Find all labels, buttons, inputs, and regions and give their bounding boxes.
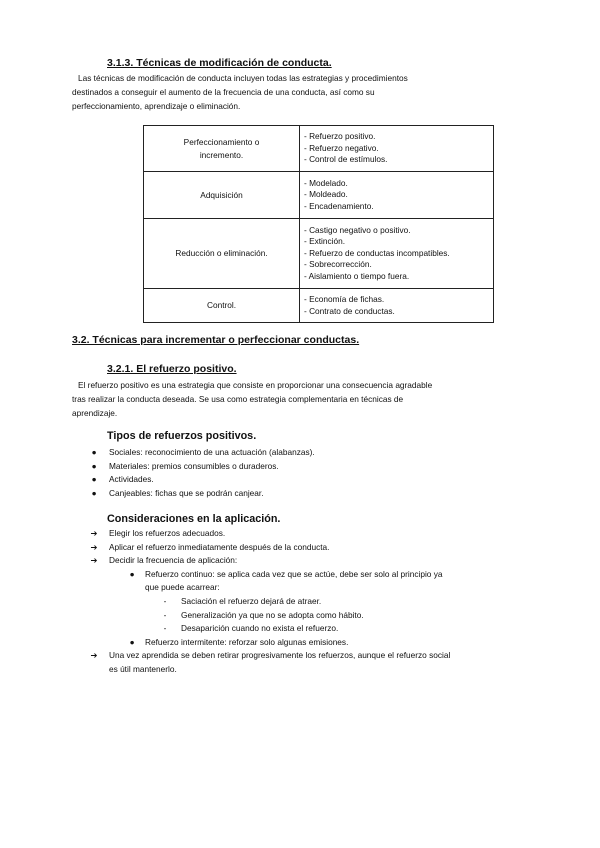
tipos-list bbox=[88, 446, 528, 500]
list-item: ➔ Una vez aprendida se deben retirar progresivamente los refuerzos, aunque el refuerzo social bbox=[88, 649, 538, 663]
intro-line: Las técnicas de modificación de conducta incluyen todas las estrategias y procedimientos bbox=[78, 73, 408, 83]
table-techniques-cell bbox=[300, 126, 494, 172]
technique-item: - Moldeado. bbox=[304, 189, 348, 200]
list-item: ● Sociales: reconocimiento de una actuación (alabanzas). bbox=[88, 446, 528, 460]
consideraciones-list bbox=[88, 527, 538, 677]
dash-icon: - bbox=[163, 609, 167, 620]
section-321-title: 3.2.1. El refuerzo positivo. bbox=[107, 363, 237, 375]
technique-item: - Contrato de conductas. bbox=[304, 305, 395, 316]
arrow-right-icon: ➔ bbox=[90, 555, 98, 566]
list-item: ➔ Decidir la frecuencia de aplicación: bbox=[88, 554, 538, 568]
refuerzo-paragraph bbox=[72, 378, 532, 421]
bullet-icon: ● bbox=[91, 447, 97, 457]
technique-item: - Modelado. bbox=[304, 177, 348, 188]
list-item-continuation: que puede acarrear: bbox=[145, 582, 220, 593]
list-item: ➔ Elegir los refuerzos adecuados. bbox=[88, 527, 538, 541]
bullet-icon: ● bbox=[129, 636, 135, 647]
list-item: ● Canjeables: fichas que se podrán canjear. bbox=[88, 487, 528, 501]
table-row bbox=[144, 219, 494, 289]
table-row bbox=[144, 126, 494, 172]
dash-icon: - bbox=[163, 623, 167, 634]
arrow-right-icon: ➔ bbox=[90, 528, 98, 538]
technique-item: - Refuerzo negativo. bbox=[304, 142, 379, 153]
section-32-title: 3.2. Técnicas para incrementar o perfeccionar conductas. bbox=[72, 334, 360, 346]
table-techniques-cell bbox=[300, 172, 494, 219]
table-category-cell: Reducción o eliminación. bbox=[144, 219, 300, 289]
bullet-icon: ● bbox=[129, 568, 135, 579]
intro-line: perfeccionamiento, aprendizaje o eliminación. bbox=[72, 101, 241, 112]
list-item: ➔ Aplicar el refuerzo inmediatamente después de la conducta. bbox=[88, 541, 538, 555]
technique-item: - Economía de fichas. bbox=[304, 293, 385, 304]
table-techniques-cell bbox=[300, 289, 494, 323]
consideraciones-heading: Consideraciones en la aplicación. bbox=[107, 513, 281, 525]
techniques-table bbox=[143, 125, 494, 323]
arrow-right-icon: ➔ bbox=[90, 650, 98, 661]
technique-item: - Extinción. bbox=[304, 236, 346, 247]
bullet-icon: ● bbox=[91, 460, 97, 471]
list-item: ● Refuerzo continuo: se aplica cada vez que se actúe, debe ser solo al principio ya bbox=[88, 568, 538, 582]
refuerzo-line: tras realizar la conducta deseada. Se usa como estrategia complementaria en técnicas de bbox=[72, 394, 404, 405]
arrow-right-icon: ➔ bbox=[90, 541, 98, 552]
list-item: - Saciación el refuerzo dejará de atraer. bbox=[88, 595, 538, 609]
list-item: ● Refuerzo intermitente: reforzar solo algunas emisiones. bbox=[88, 636, 538, 650]
technique-item: - Control de estímulos. bbox=[304, 154, 388, 165]
technique-item: - Sobrecorrección. bbox=[304, 259, 372, 270]
list-item: ● Materiales: premios consumibles o duraderos. bbox=[88, 460, 528, 474]
intro-line: destinados a conseguir el aumento de la frecuencia de una conducta, así como su bbox=[72, 87, 375, 98]
intro-paragraph bbox=[72, 71, 532, 114]
section-313-title: 3.1.3. Técnicas de modificación de conducta. bbox=[107, 57, 332, 69]
technique-item: - Castigo negativo o positivo. bbox=[304, 224, 411, 235]
table-category-cell: Perfeccionamiento o incremento. bbox=[144, 126, 300, 172]
bullet-icon: ● bbox=[91, 474, 97, 485]
list-item: - Generalización ya que no se adopta como hábito. bbox=[88, 609, 538, 623]
table-row bbox=[144, 289, 494, 323]
tipos-heading: Tipos de refuerzos positivos. bbox=[107, 430, 257, 442]
bullet-icon: ● bbox=[91, 487, 97, 498]
table-techniques-cell bbox=[300, 219, 494, 289]
refuerzo-line: El refuerzo positivo es una estrategia que consiste en proporcionar una consecuencia agradable bbox=[78, 380, 433, 390]
table-category-cell: Adquisición bbox=[144, 172, 300, 219]
list-item-continuation: es útil mantenerlo. bbox=[109, 663, 177, 674]
refuerzo-line: aprendizaje. bbox=[72, 408, 118, 419]
technique-item: - Encadenamiento. bbox=[304, 200, 374, 211]
table-row bbox=[144, 172, 494, 219]
technique-item: - Refuerzo de conductas incompatibles. bbox=[304, 247, 450, 258]
list-item: - Desaparición cuando no exista el refuerzo. bbox=[88, 622, 538, 636]
list-item: ● Actividades. bbox=[88, 473, 528, 487]
technique-item: - Aislamiento o tiempo fuera. bbox=[304, 270, 410, 281]
technique-item: - Refuerzo positivo. bbox=[304, 131, 376, 142]
table-category-cell: Control. bbox=[144, 289, 300, 323]
dash-icon: - bbox=[163, 595, 167, 606]
